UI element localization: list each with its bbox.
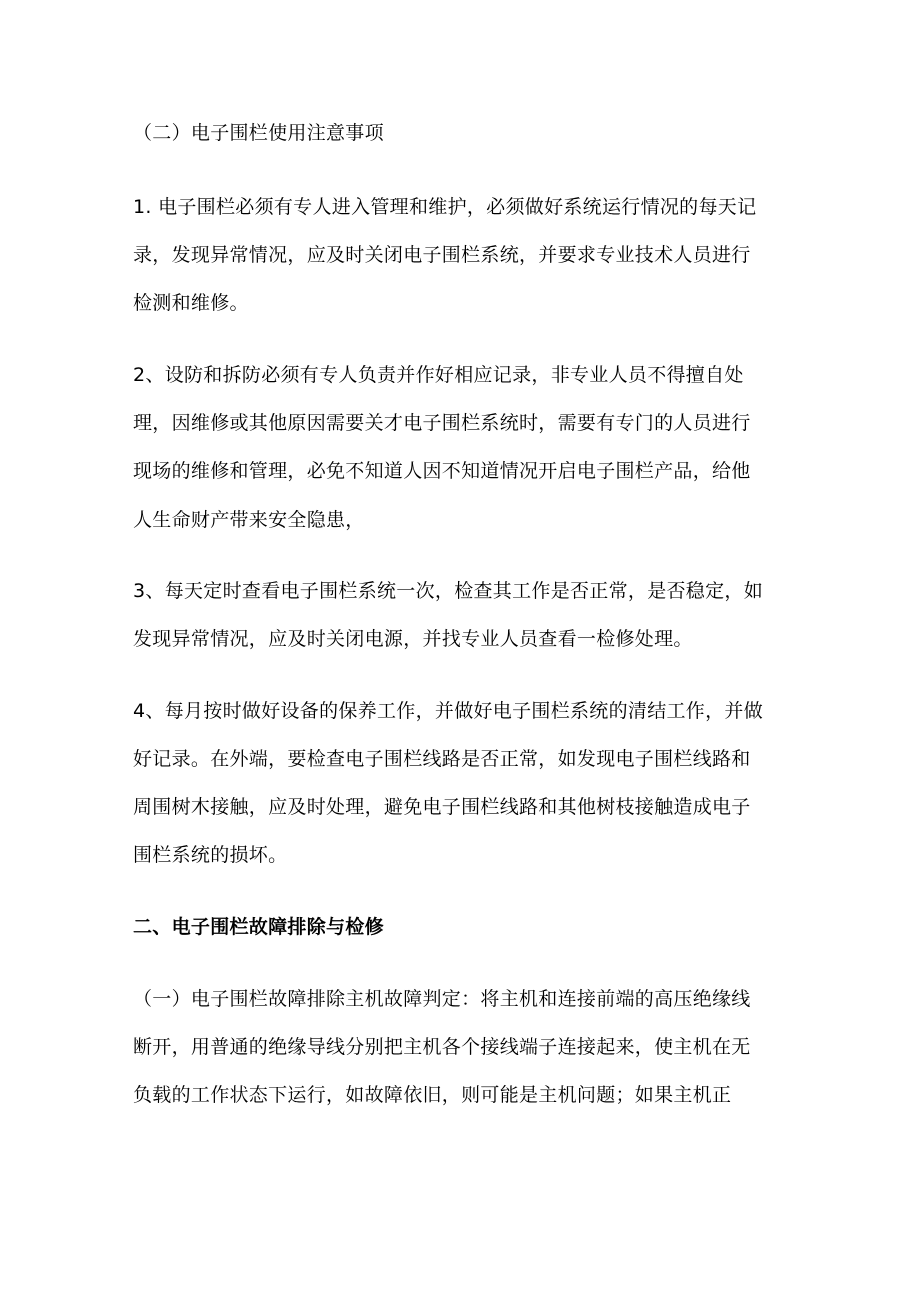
subsection-line-1: （一）电子围栏故障排除主机故障判定：将主机和连接前端的高压绝缘线 bbox=[133, 988, 751, 1010]
section-heading: （二）电子围栏使用注意事项 bbox=[133, 122, 384, 144]
item3-line-1: 3、每天定时查看电子围栏系统一次，检查其工作是否正常，是否稳定，如 bbox=[133, 580, 763, 602]
subsection-line-2: 断开，用普通的绝缘导线分别把主机各个接线端子连接起来，使主机在无 bbox=[133, 1036, 751, 1058]
item2-line-2: 理，因维修或其他原因需要关才电子围栏系统时，需要有专门的人员进行 bbox=[133, 412, 751, 434]
chapter-heading: 二、电子围栏故障排除与检修 bbox=[133, 916, 384, 938]
item4-line-4: 围栏系统的损坏。 bbox=[133, 844, 288, 866]
item4-line-2: 好记录。在外端，要检查电子围栏线路是否正常，如发现电子围栏线路和 bbox=[133, 748, 751, 770]
item3-line-2: 发现异常情况，应及时关闭电源，并找专业人员查看一检修处理。 bbox=[133, 628, 693, 650]
item1-line-2: 录，发现异常情况，应及时关闭电子围栏系统，并要求专业技术人员进行 bbox=[133, 244, 751, 266]
item2-line-3: 现场的维修和管理，必免不知道人因不知道情况开启电子围栏产品，给他 bbox=[133, 460, 751, 482]
item4-line-1: 4、每月按时做好设备的保养工作，并做好电子围栏系统的清结工作，并做 bbox=[133, 700, 763, 722]
item4-line-3: 周围树木接触，应及时处理，避免电子围栏线路和其他树枝接触造成电子 bbox=[133, 796, 751, 818]
item2-line-4: 人生命财产带来安全隐患， bbox=[133, 509, 365, 531]
item2-line-1: 2、设防和拆防必须有专人负责并作好相应记录，非专业人员不得擅自处 bbox=[133, 364, 744, 386]
item1-line-1: 1. 电子围栏必须有专人进入管理和维护，必须做好系统运行情况的每天记 bbox=[133, 196, 757, 218]
subsection-line-3: 负载的工作状态下运行，如故障依旧，则可能是主机问题；如果主机正 bbox=[133, 1084, 732, 1106]
item1-line-3: 检测和维修。 bbox=[133, 292, 249, 314]
